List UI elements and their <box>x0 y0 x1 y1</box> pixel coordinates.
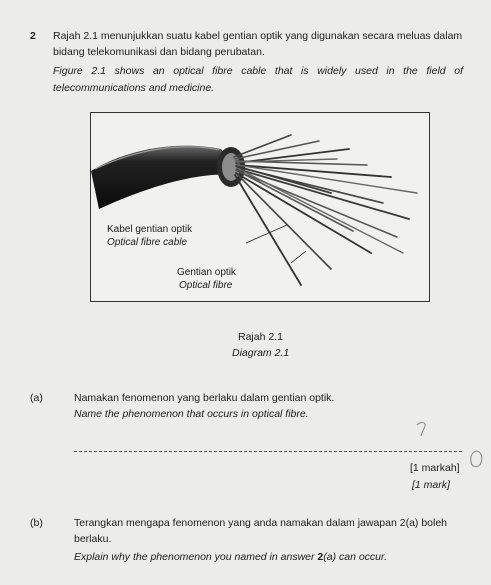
figure-caption-english: Diagram 2.1 <box>232 347 290 359</box>
part-b-question-malay-line-1: Terangkan mengapa fenomenon yang anda namakan dalam jawapan 2(a) boleh <box>74 517 448 529</box>
intro-english-line-1: Figure 2.1 shows an optical fibre cable that is widely used in the field of <box>53 65 463 77</box>
fibre-strands <box>234 135 417 285</box>
label-fibre-malay: Gentian optik <box>177 267 236 278</box>
part-a-question-english: Name the phenomenon that occurs in optical fibre. <box>74 408 309 420</box>
question-number: 2 <box>30 30 36 42</box>
figure-caption-malay: Rajah 2.1 <box>238 331 283 343</box>
optical-fibre-cable-photo <box>90 112 430 302</box>
cable-illustration <box>91 113 429 301</box>
label-cable-malay: Kabel gentian optik <box>107 224 193 235</box>
part-b-question-english: Explain why the phenomenon you named in answer 2(a) can occur. <box>74 551 388 563</box>
part-a-marks-malay: [1 markah] <box>410 462 460 474</box>
pencil-mark <box>414 420 430 438</box>
intro-english-line-2: telecommunications and medicine. <box>53 82 215 94</box>
label-fibre-english: Optical fibre <box>179 280 233 291</box>
part-a-answer-line[interactable] <box>74 451 462 452</box>
pencil-circle-mark <box>467 448 485 470</box>
intro-malay-line-2: bidang telekomunikasi dan bidang perubatan. <box>53 46 265 58</box>
intro-malay-line-1: Rajah 2.1 menunjukkan suatu kabel gentian optik yang digunakan secara meluas dalam <box>53 30 463 42</box>
pointer-line-fibre <box>291 251 306 263</box>
part-b-label: (b) <box>30 517 43 529</box>
part-a-question-malay: Namakan fenomenon yang berlaku dalam gentian optik. <box>74 392 335 404</box>
part-a-marks-english: [1 mark] <box>412 479 450 491</box>
label-cable-english: Optical fibre cable <box>107 237 188 248</box>
part-a-label: (a) <box>30 392 43 404</box>
cable-jacket <box>91 146 241 209</box>
part-b-question-malay-line-2: berlaku. <box>74 533 112 545</box>
